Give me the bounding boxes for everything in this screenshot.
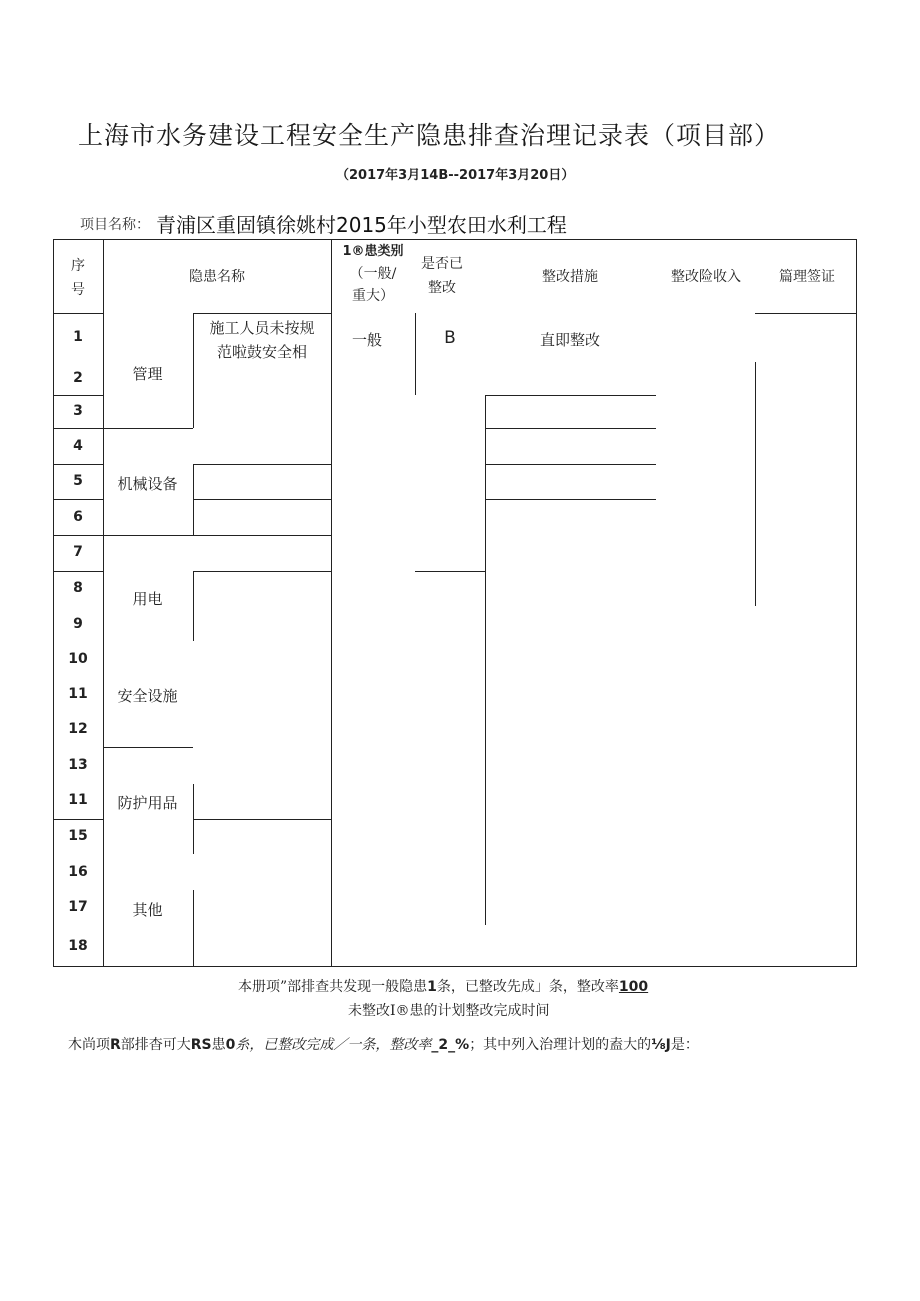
header-seq: 序 号 bbox=[71, 258, 85, 298]
row-number: 11 bbox=[68, 686, 88, 702]
row-number: 6 bbox=[73, 509, 83, 525]
category-other: 其他 bbox=[132, 901, 163, 919]
footer-summary-line1: 本册项”部排查共发现一般隐患1条，已整改先成」条，整改率100 bbox=[238, 979, 649, 995]
row-number: 12 bbox=[68, 721, 88, 737]
header-measures: 整改措施 bbox=[542, 269, 598, 285]
row-number: 10 bbox=[68, 651, 88, 667]
category-machinery: 机械设备 bbox=[117, 475, 178, 493]
hazard-entry-level: 一般 bbox=[351, 331, 382, 349]
row-number: 16 bbox=[68, 864, 88, 880]
row-number: 3 bbox=[73, 403, 83, 419]
header-category: 1®患类别 （一般/ 重大） bbox=[342, 244, 404, 304]
row-number: 1 bbox=[73, 329, 83, 345]
category-safety-facilities: 安全设施 bbox=[117, 687, 178, 705]
category-electricity: 用电 bbox=[132, 590, 163, 608]
header-rectified: 是否已 整改 bbox=[421, 256, 463, 296]
hazard-entry-measure: 直即整改 bbox=[539, 331, 600, 349]
row-number: 2 bbox=[73, 370, 83, 386]
row-number: 5 bbox=[73, 473, 83, 489]
row-number: 13 bbox=[68, 757, 88, 773]
row-number: 7 bbox=[73, 544, 83, 560]
row-number: 8 bbox=[73, 580, 83, 596]
hazard-entry-rectified: B bbox=[444, 328, 456, 348]
row-number: 17 bbox=[68, 899, 88, 915]
row-number: 15 bbox=[68, 828, 88, 844]
project-name: 青浦区重固镇徐姚村2015年小型农田水利工程 bbox=[156, 213, 567, 237]
row-number: 18 bbox=[68, 938, 88, 954]
header-hazard-name: 隐患名称 bbox=[189, 269, 245, 285]
row-number: 4 bbox=[73, 438, 83, 454]
hazard-entry-name: 施工人员未按规 范啦鼓安全相 bbox=[209, 319, 315, 361]
page-title: 上海市水务建设工程安全生产隐患排查治理记录表（项目部） bbox=[78, 121, 781, 150]
date-range: （2017年3月14B--2017年3月20日） bbox=[336, 168, 575, 183]
row-number: 9 bbox=[73, 616, 83, 632]
category-protective-equipment: 防护用品 bbox=[117, 794, 178, 812]
project-label: 项目名称： bbox=[80, 217, 150, 233]
row-number: 11 bbox=[68, 792, 88, 808]
header-acceptance: 整改险收入 bbox=[671, 269, 741, 285]
footer-summary-line3: 木尚项R部排杳可大RS患0糸，已整改完成／一条，整改率_2_%；其中列入治理计划的盍大的⅛J是： bbox=[68, 1037, 699, 1053]
footer-summary-line2: 未整改I®患的计划整改完成时间 bbox=[348, 1003, 550, 1019]
header-supervisor: 篇理签证 bbox=[779, 269, 835, 285]
category-management: 管理 bbox=[132, 365, 163, 383]
